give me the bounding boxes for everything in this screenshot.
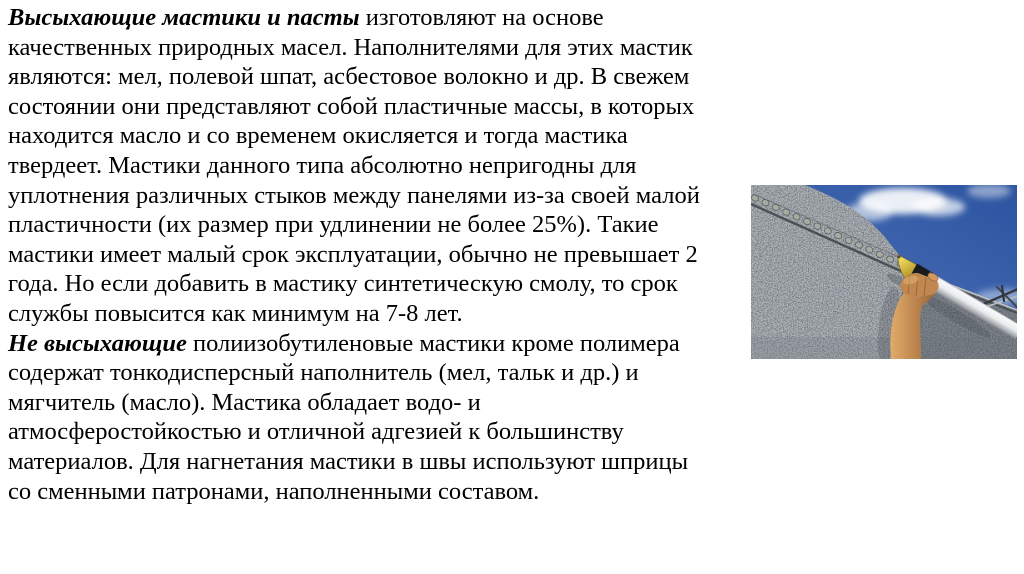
line-text: качественных природных масел. Наполнителями для этих мастик: [8, 33, 693, 61]
text-line: [8, 417, 753, 447]
line-text: материалов. Для нагнетания мастики в швы используют шприцы: [8, 447, 689, 475]
text-line: [8, 447, 753, 477]
line-text: находится масло и со временем окисляется и тогда мастика: [8, 122, 628, 150]
line-text: мастики имеет малый срок эксплуатации, обычно не превышает 2: [8, 240, 698, 268]
line-text: полиизобутиленовые мастики кроме полимера: [186, 329, 680, 357]
text-line: [8, 477, 753, 507]
text-line: [8, 92, 753, 122]
text-line: [8, 33, 753, 63]
line-text: года. Но если добавить в мастику синтетическую смолу, то срок: [8, 270, 678, 298]
text-line: [8, 151, 753, 181]
text-line: [8, 388, 753, 418]
text-line: [8, 358, 753, 388]
line-text: мягчитель (масло). Мастика обладает водо- и: [8, 388, 481, 416]
line-text: твердеет. Мастики данного типа абсолютно непригодны для: [8, 151, 637, 179]
text-line: [8, 269, 753, 299]
line-text: службы повысится как минимум на 7-8 лет.: [8, 299, 463, 327]
text-line: [8, 329, 753, 359]
text-line: [8, 240, 753, 270]
text-line: [8, 299, 753, 329]
joint-sealing-illustration: [751, 185, 1017, 359]
body-text: [8, 3, 753, 506]
line-text: содержат тонкодисперсный наполнитель (мел, тальк и др.) и: [8, 359, 639, 387]
lead-term: Высыхающие мастики и пасты: [8, 4, 360, 31]
text-line: [8, 62, 753, 92]
line-text: пластичности (их размер при удлинении не более 25%). Такие: [8, 211, 659, 239]
text-line: [8, 181, 753, 211]
lead-term: Не высыхающие: [8, 329, 187, 357]
line-text: уплотнения различных стыков между панелями из-за своей малой: [8, 181, 700, 209]
text-line: [8, 3, 753, 33]
joint-sealing-photo: [751, 185, 1017, 359]
line-text: атмосферостойкостью и отличной адгезией к большинству: [8, 418, 624, 446]
line-text: изготовляют на основе: [359, 4, 604, 31]
text-line: [8, 210, 753, 240]
line-text: со сменными патронами, наполненными составом.: [8, 477, 540, 505]
line-text: являются: мел, полевой шпат, асбестовое волокно и др. В свежем: [8, 63, 690, 91]
line-text: состоянии они представляют собой пластичные массы, в которых: [8, 92, 695, 120]
text-line: [8, 121, 753, 151]
